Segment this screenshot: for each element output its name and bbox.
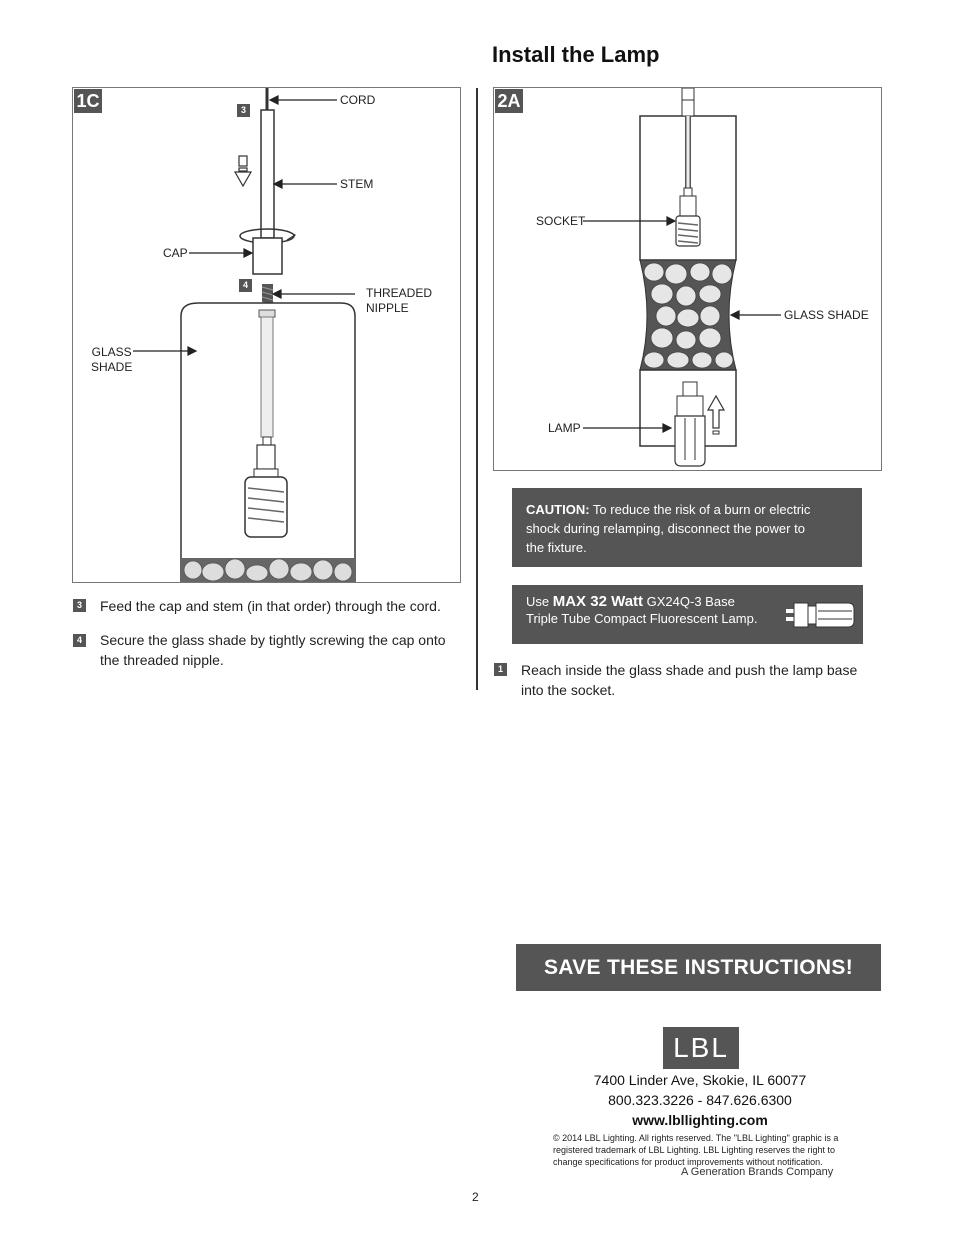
company-website[interactable]: www.lbllighting.com	[632, 1112, 768, 1128]
step-4-badge: 4	[73, 634, 86, 647]
callout-threaded-nipple: THREADED NIPPLE	[366, 286, 433, 315]
badge-step-3: 3	[237, 104, 250, 117]
copyright-notice: © 2014 LBL Lighting. All rights reserved. The "LBL Lighting" graphic is a registered trademark of LBL Lighting. LBL Lighting reserves the right to change specifications for product improvements without notification.	[553, 1133, 839, 1167]
parent-company: A Generation Brands Company	[681, 1166, 834, 1178]
panel-tag-2a: 2A	[495, 89, 523, 113]
save-instructions-banner: SAVE THESE INSTRUCTIONS!	[516, 944, 881, 991]
step-1-text: Reach inside the glass shade and push the lamp base into the socket.	[521, 662, 858, 698]
lbl-logo: LBL	[663, 1027, 739, 1069]
callout-glass-shade: GLASS SHADE	[91, 345, 133, 374]
step-1-badge: 1	[494, 663, 507, 676]
badge-step-4: 4	[239, 279, 252, 292]
max-watt-label: MAX 32 Watt	[552, 593, 644, 610]
company-phones: 800.323.3226 - 847.626.6300	[608, 1092, 792, 1108]
down-arrow-icon	[235, 156, 251, 186]
caution-box: CAUTION: To reduce the risk of a burn or electric shock during relamping, disconnect the power to the fixture.	[512, 488, 862, 567]
callout-lamp: LAMP	[548, 421, 581, 435]
step-4-text: Secure the glass shade by tightly screwing the cap onto the threaded nipple.	[100, 632, 446, 668]
caution-label: CAUTION:	[526, 502, 590, 517]
step-3-text: Feed the cap and stem (in that order) through the cord.	[100, 598, 441, 614]
step-3-badge: 3	[73, 599, 86, 612]
cfl-bulb-icon	[784, 595, 856, 635]
page-number: 2	[472, 1190, 479, 1204]
callout-cord: CORD	[340, 93, 376, 107]
diagram-panel-1c	[72, 87, 461, 583]
lamp-install-illustration	[494, 88, 881, 470]
callout-socket: SOCKET	[536, 214, 586, 228]
panel-tag-1c: 1C	[74, 89, 102, 113]
diagram-panel-2a	[493, 87, 882, 471]
callout-glass-shade-2a: GLASS SHADE	[784, 308, 869, 322]
callout-cap: CAP	[163, 246, 188, 260]
stem-assembly-illustration	[73, 88, 460, 582]
company-address: 7400 Linder Ave, Skokie, IL 60077	[593, 1072, 807, 1088]
lamp-spec-box: Use MAX 32 Watt GX24Q-3 Base Triple Tube Compact Fluorescent Lamp.	[512, 585, 863, 644]
callout-stem: STEM	[340, 177, 374, 191]
column-divider	[476, 88, 478, 690]
page-title: Install the Lamp	[492, 42, 660, 67]
